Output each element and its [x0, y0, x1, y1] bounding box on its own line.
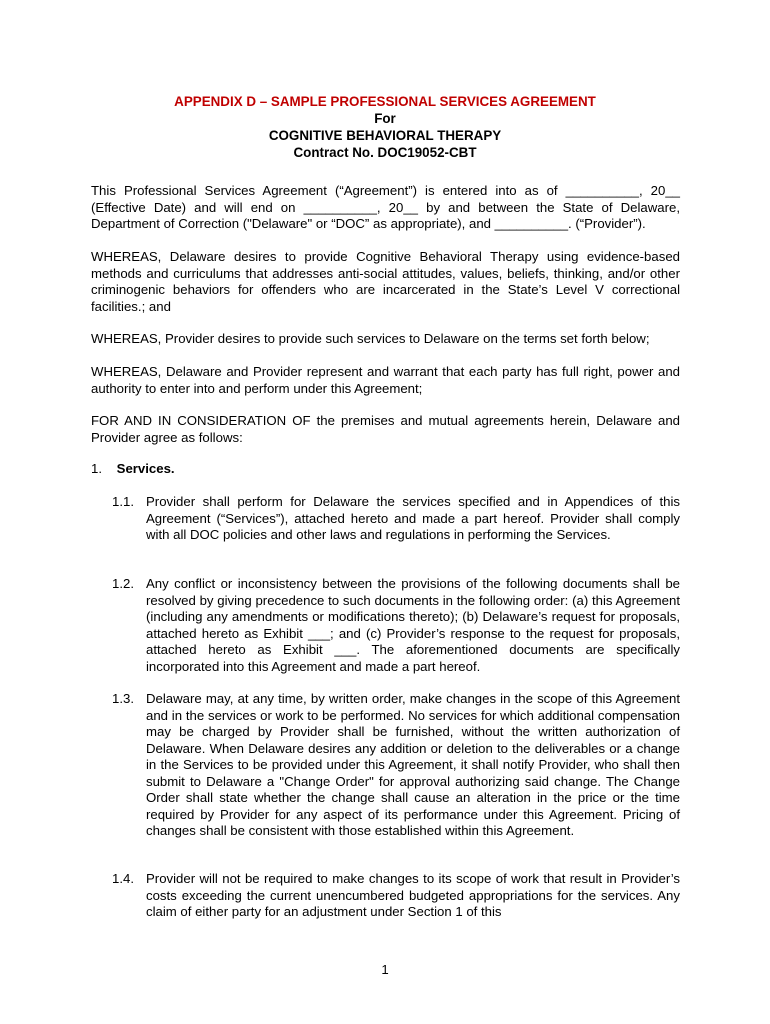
whereas-paragraph-1: WHEREAS, Delaware desires to provide Cognitive Behavioral Therapy using evidence-based methods and curriculums that addresses anti-social attitudes, values, beliefs, thinking, and/or other criminogenic behaviors for offenders who are incarcerated in the State’s Level V correctional facilities.; and: [91, 249, 680, 314]
contract-number: Contract No. DOC19052-CBT: [293, 145, 477, 160]
clause-number: 1.2.: [112, 576, 134, 591]
section-number: 1.: [91, 461, 102, 476]
clause-number: 1.3.: [112, 691, 134, 706]
clause-number: 1.4.: [112, 871, 134, 886]
section-title: Services.: [116, 461, 175, 476]
clause-1-4: [112, 871, 680, 921]
clause-text: Provider shall perform for Delaware the services specified and in Appendices of this Agreement (“Services”), attached hereto and made a part hereof. Provider shall comply with all DOC policies and other laws and regulations in performing the Services.: [146, 494, 680, 542]
clause-number: 1.1.: [112, 494, 134, 509]
clause-text: Delaware may, at any time, by written order, make changes in the scope of this Agreement and in the services or work to be performed. No services for which additional compensation may be charged by Provider shall be furnished, without the written authorization of Delaware. When Delaware desires any addition or deletion to the deliverables or a change in the Services to be provided under this Agreement, it shall notify Provider, who shall then submit to Delaware a "Change Order" for approval authorizing said change. The Change Order shall state whether the change shall cause an alteration in the price or the time required by Provider for any aspect of its performance under this Agreement. Pricing of changes shall be consistent with those established within this Agreement.: [146, 691, 680, 838]
subject-title: COGNITIVE BEHAVIORAL THERAPY: [268, 128, 502, 143]
section-heading: [91, 461, 175, 478]
page-number: 1: [381, 962, 389, 977]
for-line: For: [374, 111, 396, 126]
appendix-title: APPENDIX D – SAMPLE PROFESSIONAL SERVICES AGREEMENT: [174, 94, 596, 109]
clause-1-2: [112, 576, 680, 675]
consideration-paragraph: FOR AND IN CONSIDERATION OF the premises and mutual agreements herein, Delaware and Provider agree as follows:: [91, 413, 680, 445]
clause-1-1: [112, 494, 680, 544]
whereas-paragraph-3: WHEREAS, Delaware and Provider represent and warrant that each party has full right, power and authority to enter into and perform under this Agreement;: [91, 364, 680, 396]
whereas-paragraph-2: WHEREAS, Provider desires to provide such services to Delaware on the terms set forth below;: [91, 331, 650, 346]
clause-text: Provider will not be required to make changes to its scope of work that result in Provider’s costs exceeding the current unencumbered budgeted appropriations for the services. Any claim of either party for an adjustment under Section 1 of this: [146, 871, 680, 919]
clause-text: Any conflict or inconsistency between the provisions of the following documents shall be resolved by giving precedence to such documents in the following order: (a) this Agreement (including any amendments or modifications thereto); (b) Delaware’s request for proposals, attached hereto as Exhibit ___; and (c) Provider’s response to the request for proposals, attached hereto as Exhibit ___. The aforementioned documents are specifically incorporated into this Agreement and made a part hereof.: [146, 576, 680, 674]
clause-1-3: [112, 691, 680, 840]
document-header: [0, 93, 770, 161]
intro-paragraph-1: This Professional Services Agreement (“Agreement”) is entered into as of __________, 20__ (Effective Date) and will end on __________, 20__ by and between the State of Delaware, Department of Correction ("Delaware" or “DOC” as appropriate), and __________. (“Provider”).: [91, 183, 680, 231]
